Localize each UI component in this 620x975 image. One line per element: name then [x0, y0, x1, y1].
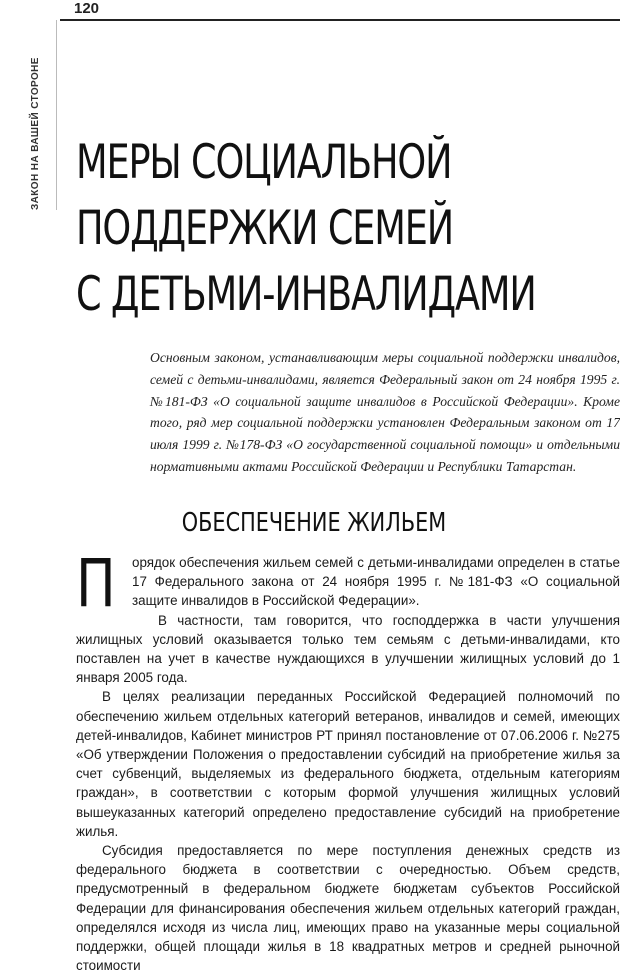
body-paragraph	[76, 545, 620, 622]
body-paragraph: В целях реализации переданных Российской Федерацией полномочий по обеспечению жильем отдельных категорий ветеранов, инвалидов и семей, имеющих детей-инвалидов, Кабинет министров РТ принял постановление от 07.06.2006 г. №275 «Об утверждении Положения о предоставлении субсидий на приобретение жилья за счет субвенций, выделяемых из федерального бюджета, отдельным категориям граждан», в соответствии с которым формой улучшения жилищных условий вышеуказанных категорий определено предоставление субсидий на приобретение жилья.	[76, 689, 620, 839]
article-body	[76, 545, 620, 975]
running-head-label: ЗАКОН НА ВАШЕЙ СТОРОНЕ	[30, 57, 41, 210]
body-paragraph-text: орядок обеспечения жильем семей с детьми-инвалидами определен в статье 17 Федерального закона от 24 ноября 1995 г. №181-ФЗ «О социальной защите инвалидов в Российской Федерации».	[132, 555, 620, 609]
page-number: 120	[74, 0, 100, 17]
title-line: С ДЕТЬМИ-ИНВАЛИДАМИ	[76, 267, 536, 322]
article-title	[76, 130, 536, 328]
drop-cap: П	[76, 545, 116, 622]
title-line: МЕРЫ СОЦИАЛЬНОЙ	[76, 135, 452, 190]
title-line: ПОДДЕРЖКИ СЕМЕЙ	[76, 201, 453, 256]
section-heading: ОБЕСПЕЧЕНИЕ ЖИЛЬЕМ	[181, 508, 447, 538]
body-paragraph: Субсидия предоставляется по мере поступления денежных средств из федерального бюджета в соответствии с очередностью. Объем средств, предусмотренный в федеральном бюджете бюджетам субъектов Российской Федерации для финансирования обеспечения жильем отдельных категорий граждан, определялся исходя из числа лиц, имеющих право на указанные меры социальной поддержки, общей площади жилья в 18 квадратных метров и средней рыночной стоимости	[76, 843, 620, 974]
header-rule	[60, 19, 620, 21]
side-rule	[56, 20, 57, 210]
lead-paragraph: Основным законом, устанавливающим меры социальной поддержки инвалидов, семей с детьми-инвалидами, является Федеральный закон от 24 ноября 1995 г. №181-ФЗ «О социальной защите инвалидов в Российской Федерации». Кроме того, ряд мер социальной поддержки установлен Федеральным законом от 17 июля 1999 г. №178-ФЗ «О государственной социальной помощи» и отдельными нормативными актами Российской Федерации и Республики Татарстан.	[150, 350, 620, 474]
body-paragraph: В частности, там говорится, что господдержка в части улучшения жилищных условий оказывается только тем семьям с детьми-инвалидами, кто поставлен на учет в качестве нуждающихся в улучшении жилищных условий до 1 января 2005 года.	[76, 612, 620, 686]
